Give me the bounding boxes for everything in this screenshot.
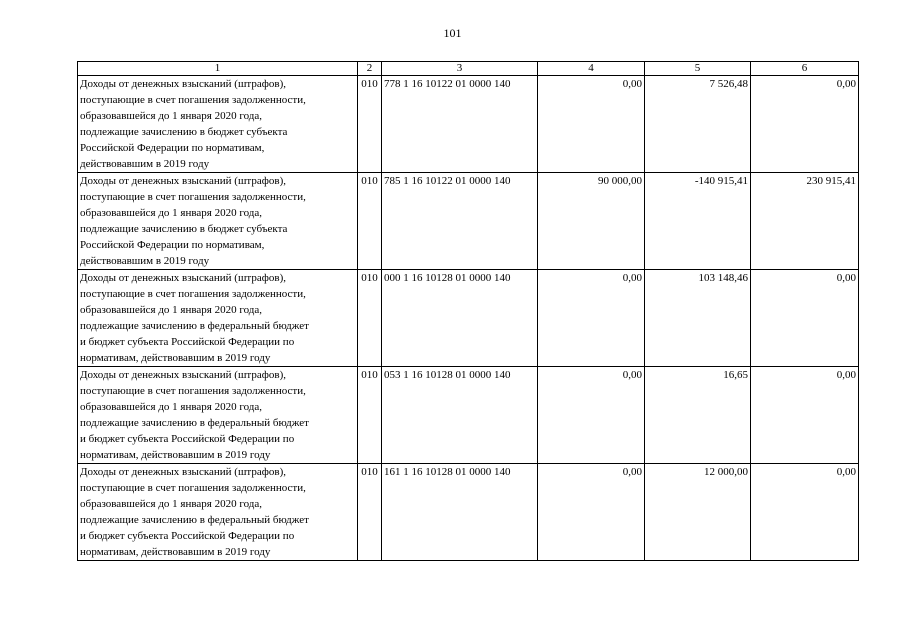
row-description: [78, 270, 358, 367]
row-description: [78, 367, 358, 464]
row-line-code: 010: [358, 367, 382, 464]
description-line: действовавшим в 2019 году: [80, 158, 210, 170]
table-row: [78, 464, 859, 561]
row-col5-value: 16,65: [645, 367, 751, 464]
description-line: действовавшим в 2019 году: [80, 255, 210, 267]
row-line-code: 010: [358, 173, 382, 270]
row-budget-code: 778 1 16 10122 01 0000 140: [382, 76, 538, 173]
description-line: Российской Федерации по нормативам,: [80, 239, 265, 251]
row-col5-value: -140 915,41: [645, 173, 751, 270]
row-description: [78, 464, 358, 561]
description-line: Доходы от денежных взысканий (штрафов),: [80, 466, 286, 478]
row-col4-value: 90 000,00: [538, 173, 645, 270]
row-line-code: 010: [358, 76, 382, 173]
row-col6-value: 0,00: [751, 76, 859, 173]
row-col5-value: 103 148,46: [645, 270, 751, 367]
row-description: [78, 173, 358, 270]
table-row: [78, 76, 859, 173]
row-col4-value: 0,00: [538, 367, 645, 464]
description-line: поступающие в счет погашения задолженности,: [80, 94, 306, 106]
table-row: [78, 173, 859, 270]
description-line: и бюджет субъекта Российской Федерации по: [80, 336, 295, 348]
description-line: образовавшейся до 1 января 2020 года,: [80, 498, 262, 510]
header-cell: 3: [382, 62, 538, 76]
description-line: образовавшейся до 1 января 2020 года,: [80, 304, 262, 316]
row-col5-value: 12 000,00: [645, 464, 751, 561]
header-cell: 1: [78, 62, 358, 76]
description-line: и бюджет субъекта Российской Федерации по: [80, 433, 295, 445]
row-col4-value: 0,00: [538, 270, 645, 367]
row-budget-code: 053 1 16 10128 01 0000 140: [382, 367, 538, 464]
row-col4-value: 0,00: [538, 464, 645, 561]
description-line: нормативам, действовавшим в 2019 году: [80, 546, 271, 558]
description-line: поступающие в счет погашения задолженности,: [80, 191, 306, 203]
description-line: нормативам, действовавшим в 2019 году: [80, 352, 271, 364]
description-line: образовавшейся до 1 января 2020 года,: [80, 207, 262, 219]
revenue-table: [77, 61, 859, 561]
description-line: подлежащие зачислению в бюджет субъекта: [80, 126, 288, 138]
description-line: и бюджет субъекта Российской Федерации по: [80, 530, 295, 542]
description-line: Российской Федерации по нормативам,: [80, 142, 265, 154]
description-line: подлежащие зачислению в федеральный бюджет: [80, 514, 309, 526]
description-line: нормативам, действовавшим в 2019 году: [80, 449, 271, 461]
description-line: Доходы от денежных взысканий (штрафов),: [80, 272, 286, 284]
description-line: Доходы от денежных взысканий (штрафов),: [80, 369, 286, 381]
row-line-code: 010: [358, 270, 382, 367]
row-col6-value: 0,00: [751, 367, 859, 464]
row-col6-value: 0,00: [751, 270, 859, 367]
table-row: [78, 270, 859, 367]
page-number: 101: [443, 26, 462, 40]
row-budget-code: 000 1 16 10128 01 0000 140: [382, 270, 538, 367]
description-line: подлежащие зачислению в бюджет субъекта: [80, 223, 288, 235]
row-col6-value: 230 915,41: [751, 173, 859, 270]
row-col4-value: 0,00: [538, 76, 645, 173]
row-description: [78, 76, 358, 173]
header-cell: 4: [538, 62, 645, 76]
description-line: подлежащие зачислению в федеральный бюджет: [80, 320, 309, 332]
description-line: подлежащие зачислению в федеральный бюджет: [80, 417, 309, 429]
description-line: Доходы от денежных взысканий (штрафов),: [80, 175, 286, 187]
description-line: образовавшейся до 1 января 2020 года,: [80, 401, 262, 413]
row-col5-value: 7 526,48: [645, 76, 751, 173]
row-budget-code: 785 1 16 10122 01 0000 140: [382, 173, 538, 270]
table-header-row: [78, 62, 859, 76]
header-cell: 5: [645, 62, 751, 76]
description-line: Доходы от денежных взысканий (штрафов),: [80, 78, 286, 90]
description-line: образовавшейся до 1 января 2020 года,: [80, 110, 262, 122]
description-line: поступающие в счет погашения задолженности,: [80, 288, 306, 300]
row-budget-code: 161 1 16 10128 01 0000 140: [382, 464, 538, 561]
header-cell: 2: [358, 62, 382, 76]
row-col6-value: 0,00: [751, 464, 859, 561]
header-cell: 6: [751, 62, 859, 76]
row-line-code: 010: [358, 464, 382, 561]
description-line: поступающие в счет погашения задолженности,: [80, 482, 306, 494]
table-row: [78, 367, 859, 464]
description-line: поступающие в счет погашения задолженности,: [80, 385, 306, 397]
